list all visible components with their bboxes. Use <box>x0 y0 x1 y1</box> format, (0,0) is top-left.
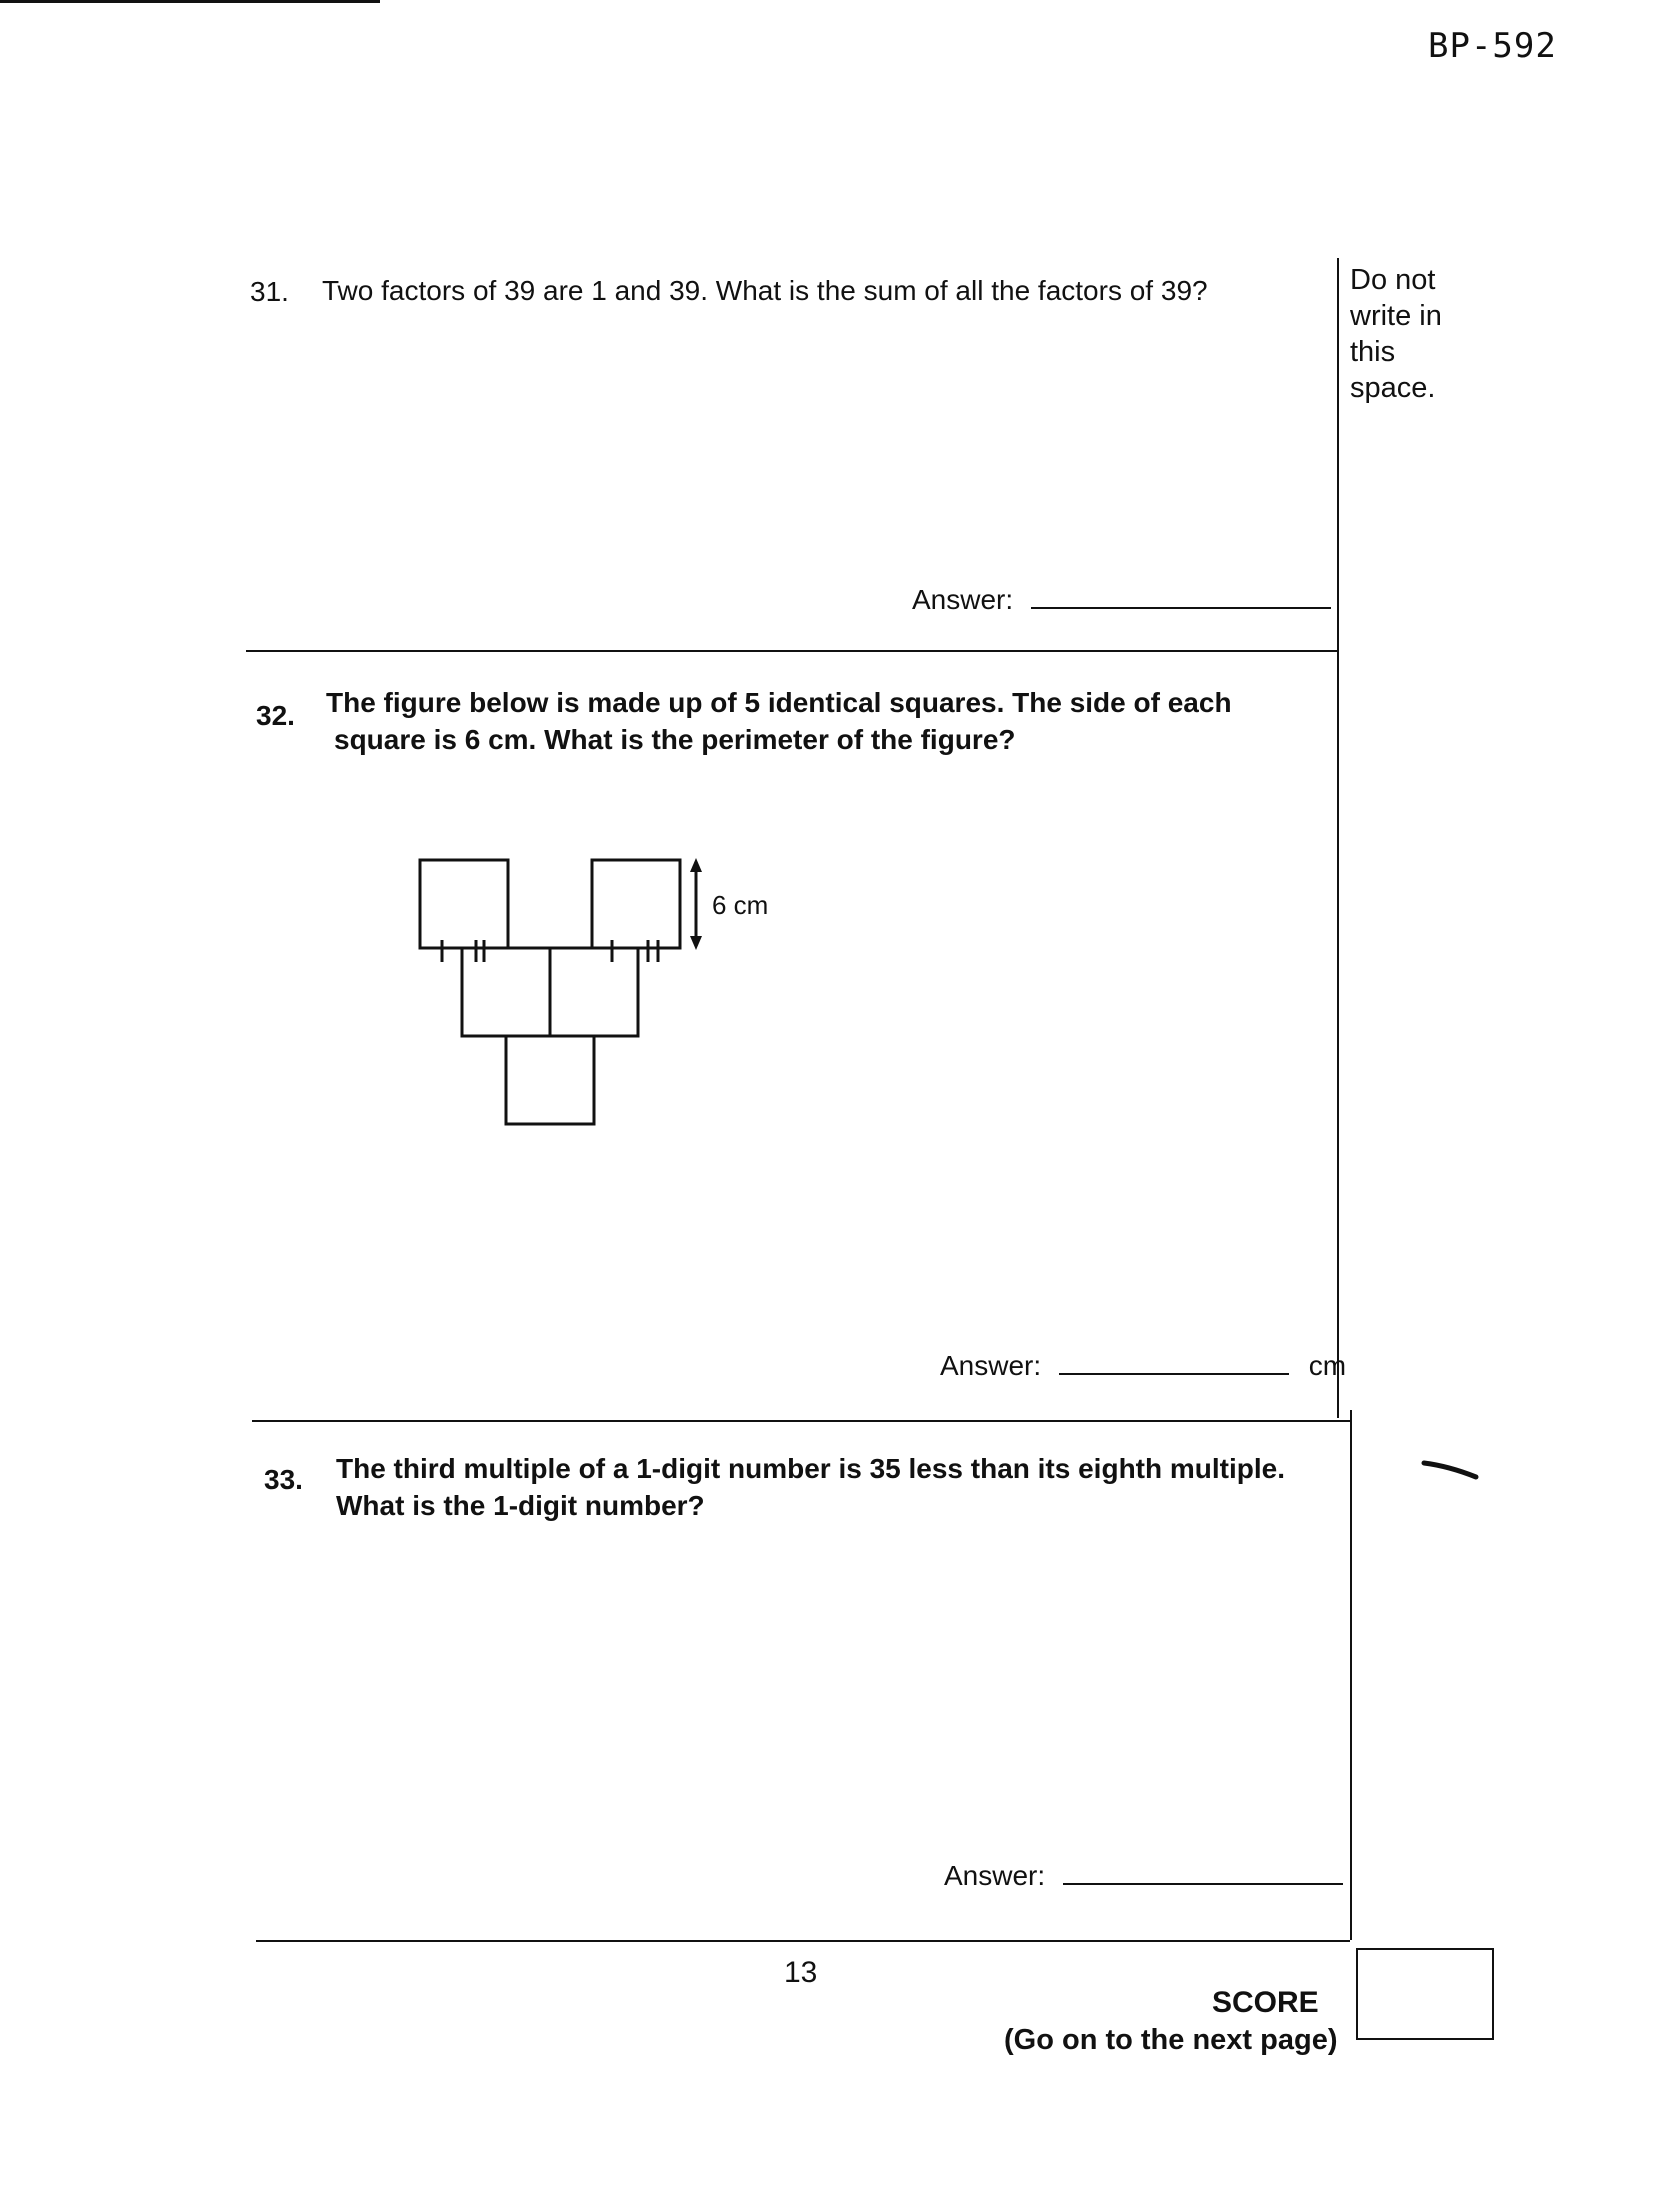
bottom-rule <box>256 1940 1350 1942</box>
divider-31-32 <box>246 650 1338 652</box>
answer-blank[interactable] <box>1031 585 1331 609</box>
five-squares-figure <box>400 840 800 1140</box>
question-31-text: Two factors of 39 are 1 and 39. What is the sum of all the factors of 39? <box>322 275 1208 306</box>
square-middle-right <box>550 948 638 1036</box>
question-33-answer[interactable] <box>944 1860 1343 1892</box>
next-page-note: (Go on to the next page) <box>1004 2024 1338 2056</box>
answer-label: Answer: <box>944 1860 1046 1891</box>
question-32-text: The figure below is made up of 5 identical squares. The side of each square is 6 cm. What is the perimeter of the figure? <box>326 687 1232 755</box>
question-31-number: 31. <box>250 276 289 307</box>
square-top-left <box>420 860 508 948</box>
pen-mark <box>1420 1455 1480 1485</box>
question-32-answer[interactable] <box>940 1350 1346 1382</box>
margin-note: Do not write in this space. <box>1350 264 1442 404</box>
answer-blank[interactable] <box>1059 1351 1289 1375</box>
page-number: 13 <box>784 1956 818 1989</box>
answer-label: Answer: <box>940 1350 1042 1381</box>
answer-blank[interactable] <box>1063 1861 1343 1885</box>
document-code: BP-592 <box>1428 26 1557 66</box>
arrow-head-up <box>690 858 702 872</box>
score-box[interactable] <box>1356 1948 1494 2040</box>
margin-divider <box>1337 258 1339 1418</box>
divider-32-33 <box>252 1420 1350 1422</box>
answer-unit: cm <box>1308 1350 1347 1381</box>
question-32-number: 32. <box>256 700 295 731</box>
arrow-head-down <box>690 936 702 950</box>
score-label: SCORE <box>1212 1986 1319 2019</box>
dimension-label: 6 cm <box>712 890 769 920</box>
square-top-right <box>592 860 680 948</box>
question-33-number: 33. <box>264 1464 303 1495</box>
square-bottom <box>506 1036 594 1124</box>
answer-label: Answer: <box>912 584 1014 615</box>
question-33-text: The third multiple of a 1-digit number is 35 less than its eighth multiple. What is the 1-digit number? <box>336 1453 1285 1521</box>
question-31-answer[interactable] <box>912 584 1331 616</box>
margin-divider-lower <box>1350 1410 1352 1940</box>
top-scan-line <box>0 0 380 3</box>
